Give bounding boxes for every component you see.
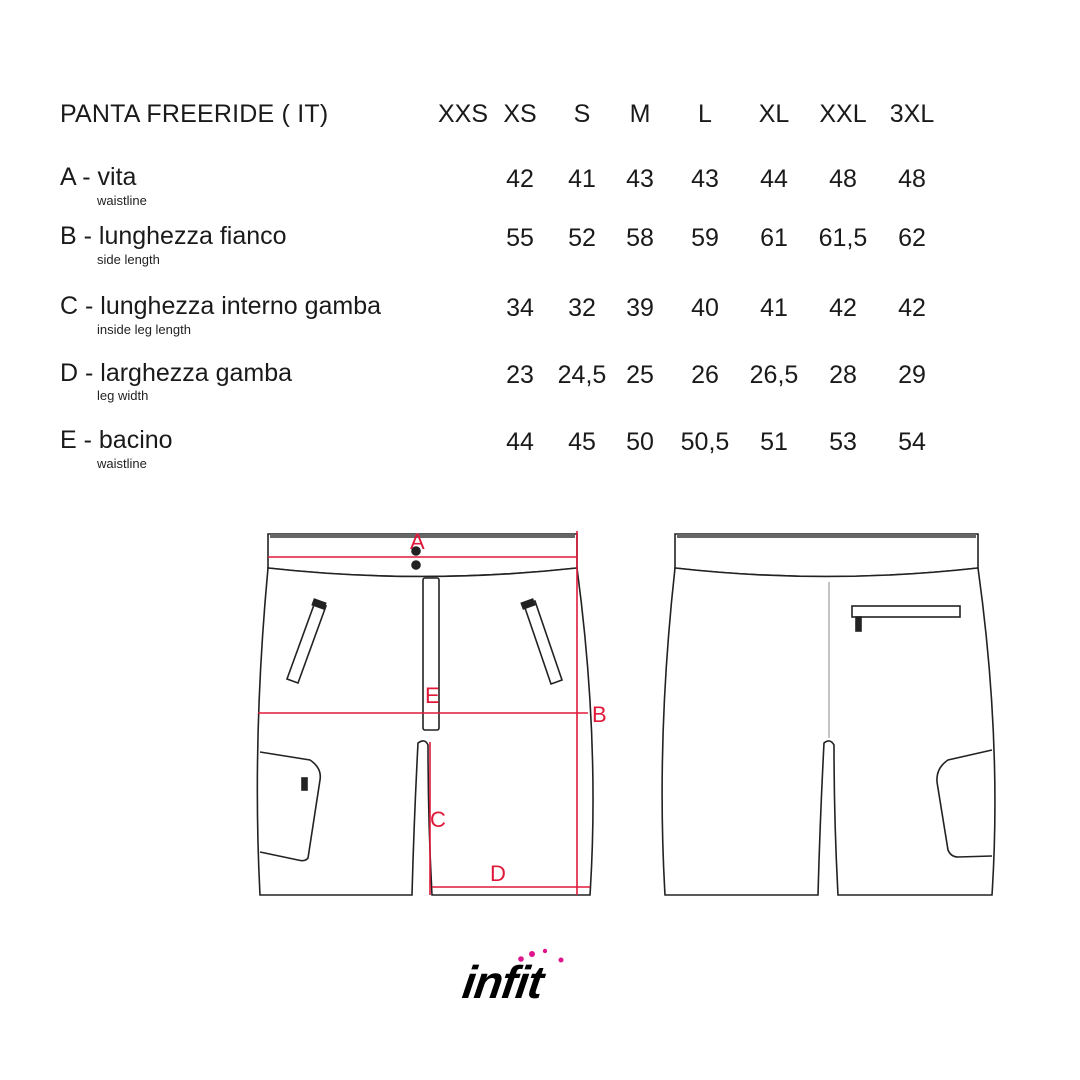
cell-e-s: 45 (568, 428, 596, 456)
size-header-xs: XS (503, 100, 537, 128)
marker-a: A (410, 529, 425, 554)
cell-d-m: 25 (626, 361, 654, 389)
row-sub-c: inside leg length (97, 322, 191, 337)
row-sub-d: leg width (97, 388, 149, 403)
logo-dot-4 (559, 958, 564, 963)
cell-d-3xl: 29 (898, 361, 926, 389)
row-label-a: A - vita (60, 163, 137, 191)
size-header-xxs: XXS (437, 100, 489, 128)
chart-title: PANTA FREERIDE ( IT) (60, 100, 329, 128)
cell-c-l: 40 (691, 294, 719, 322)
cell-c-m: 39 (626, 294, 654, 322)
cell-d-xl: 26,5 (749, 361, 799, 389)
back-waistband (675, 534, 978, 577)
cell-a-xl: 44 (760, 165, 788, 193)
cell-c-xl: 41 (760, 294, 788, 322)
row-sub-e: waistline (97, 456, 147, 471)
row-label-b: B - lunghezza fianco (60, 222, 287, 250)
cell-b-l: 59 (691, 224, 719, 252)
row-sub-a: waistline (97, 193, 147, 208)
cell-b-3xl: 62 (898, 224, 926, 252)
marker-c: C (430, 807, 446, 832)
size-header-m: M (629, 100, 651, 128)
cell-a-xxl: 48 (829, 165, 857, 193)
infit-logo (460, 948, 630, 1008)
cell-c-3xl: 42 (898, 294, 926, 322)
front-button-bottom (412, 561, 420, 569)
cell-e-xl: 51 (760, 428, 788, 456)
cell-c-xs: 34 (506, 294, 534, 322)
marker-e: E (425, 683, 440, 708)
row-label-c: C - lunghezza interno gamba (60, 292, 382, 320)
front-cargo-pocket-zip (302, 778, 307, 790)
cell-e-3xl: 54 (898, 428, 926, 456)
row-sub-b: side length (97, 252, 160, 267)
marker-d: D (490, 861, 506, 886)
cell-e-xxl: 53 (829, 428, 857, 456)
cell-a-xs: 42 (506, 165, 534, 193)
cell-d-xs: 23 (506, 361, 534, 389)
cell-e-xs: 44 (506, 428, 534, 456)
logo-wordmark: infit (460, 956, 547, 1008)
cell-c-xxl: 42 (829, 294, 857, 322)
cell-b-xxl: 61,5 (818, 224, 868, 252)
cell-e-l: 50,5 (680, 428, 730, 456)
size-header-xl: XL (758, 100, 790, 128)
cell-a-l: 43 (691, 165, 719, 193)
cell-b-xl: 61 (760, 224, 788, 252)
cell-d-s: 24,5 (557, 361, 607, 389)
shorts-front-view (257, 534, 593, 895)
cell-b-m: 58 (626, 224, 654, 252)
size-header-xxl: XXL (819, 100, 867, 128)
logo-dot-3 (543, 949, 547, 953)
size-header-l: L (698, 100, 712, 128)
size-header-3xl: 3XL (889, 100, 935, 128)
shorts-back-view (662, 534, 995, 895)
cell-d-xxl: 28 (829, 361, 857, 389)
row-label-e: E - bacino (60, 426, 173, 454)
back-zip-pocket-pull (856, 617, 861, 631)
cell-a-3xl: 48 (898, 165, 926, 193)
cell-c-s: 32 (568, 294, 596, 322)
cell-d-l: 26 (691, 361, 719, 389)
cell-a-s: 41 (568, 165, 596, 193)
cell-e-m: 50 (626, 428, 654, 456)
size-header-s: S (573, 100, 591, 128)
cell-b-s: 52 (568, 224, 596, 252)
row-label-d: D - larghezza gamba (60, 359, 293, 387)
cell-a-m: 43 (626, 165, 654, 193)
marker-b: B (592, 702, 607, 727)
cell-b-xs: 55 (506, 224, 534, 252)
